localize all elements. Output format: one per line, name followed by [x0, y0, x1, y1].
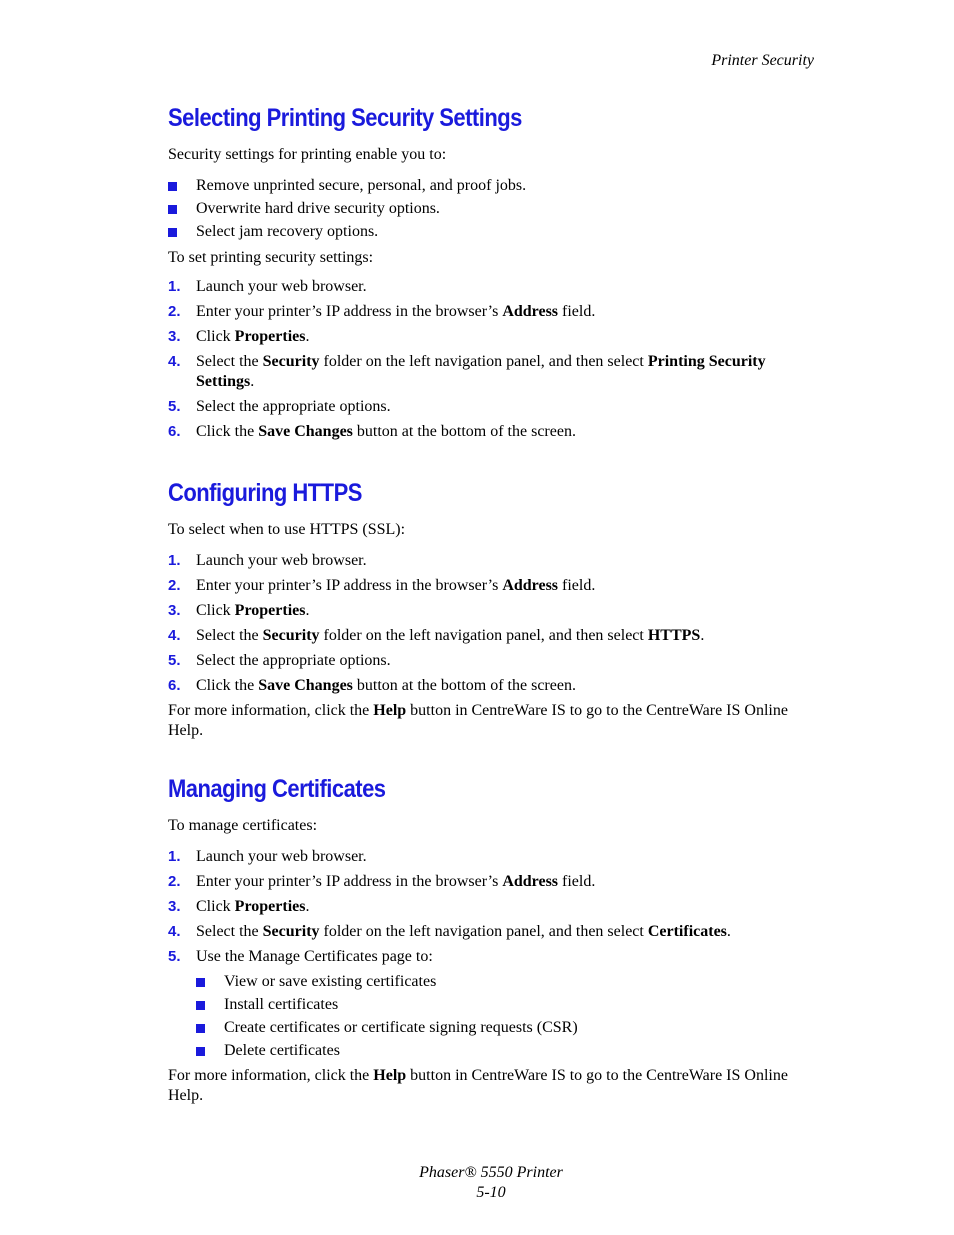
step-item: 4. Select the Security folder on the left navigation panel, and then select Printing Security Settings. [168, 353, 766, 390]
steps-intro: To manage certificates: [168, 817, 318, 834]
section-heading: Managing Certificates [168, 775, 386, 803]
step-item: 4. Select the Security folder on the left navigation panel, and then select Certificates. [168, 923, 731, 940]
step-item: 2. Enter your printer’s IP address in the browser’s Address field. [168, 577, 596, 594]
step-item: 1. Launch your web browser. [168, 848, 367, 865]
step-item: 3. Click Properties. [168, 602, 310, 619]
step-item: 3. Click Properties. [168, 898, 310, 915]
step-item: 5. Use the Manage Certificates page to: View or save existing certificates Install certificates Create certificates or certificate signing requests (CSR) Delete certificates [168, 947, 818, 1061]
step-list [168, 847, 818, 1061]
square-bullet-icon [196, 978, 205, 987]
step-item: 2. Enter your printer’s IP address in the browser’s Address field. [168, 303, 596, 320]
section-heading: Configuring HTTPS [168, 479, 362, 507]
square-bullet-icon [196, 1001, 205, 1010]
square-bullet-icon [168, 182, 177, 191]
square-bullet-icon [168, 228, 177, 237]
footer-product: Phaser® 5550 Printer [419, 1164, 563, 1181]
step-item: 1. Launch your web browser. [168, 552, 367, 569]
step-item: 5. Select the appropriate options. [168, 652, 391, 669]
step-item: 6. Click the Save Changes button at the bottom of the screen. [168, 423, 576, 440]
step-list [168, 277, 818, 442]
sub-bullet-list [196, 972, 818, 1061]
list-item: View or save existing certificates [196, 972, 818, 992]
footer-page-number: 5-10 [476, 1184, 506, 1201]
more-info-paragraph: For more information, click the Help button in CentreWare IS to go to the CentreWare IS Online Help. [168, 1067, 788, 1104]
steps-intro: To select when to use HTTPS (SSL): [168, 521, 406, 538]
page-footer [0, 1163, 954, 1203]
square-bullet-icon [168, 205, 177, 214]
more-info-paragraph: For more information, click the Help button in CentreWare IS to go to the CentreWare IS Online Help. [168, 702, 788, 739]
step-list [168, 551, 818, 696]
list-item: Remove unprinted secure, personal, and proof jobs. [168, 176, 818, 196]
step-item: 2. Enter your printer’s IP address in the browser’s Address field. [168, 873, 596, 890]
section-printing-security [168, 104, 818, 447]
list-item: Delete certificates [196, 1041, 818, 1061]
step-item: 1. Launch your web browser. [168, 278, 367, 295]
step-item: 4. Select the Security folder on the left navigation panel, and then select HTTPS. [168, 627, 705, 644]
running-header: Printer Security [711, 52, 814, 69]
section-https [168, 479, 818, 741]
section-intro: Security settings for printing enable you to: [168, 146, 447, 163]
step-item: 3. Click Properties. [168, 328, 310, 345]
steps-intro: To set printing security settings: [168, 249, 374, 266]
list-item: Install certificates [196, 995, 818, 1015]
square-bullet-icon [196, 1024, 205, 1033]
section-certificates [168, 775, 818, 1106]
square-bullet-icon [196, 1047, 205, 1056]
step-item: 5. Select the appropriate options. [168, 398, 391, 415]
bullet-list [168, 176, 818, 242]
list-item: Overwrite hard drive security options. [168, 199, 818, 219]
list-item: Select jam recovery options. [168, 222, 818, 242]
section-heading: Selecting Printing Security Settings [168, 104, 522, 132]
list-item: Create certificates or certificate signing requests (CSR) [196, 1018, 818, 1038]
step-item: 6. Click the Save Changes button at the bottom of the screen. [168, 677, 576, 694]
